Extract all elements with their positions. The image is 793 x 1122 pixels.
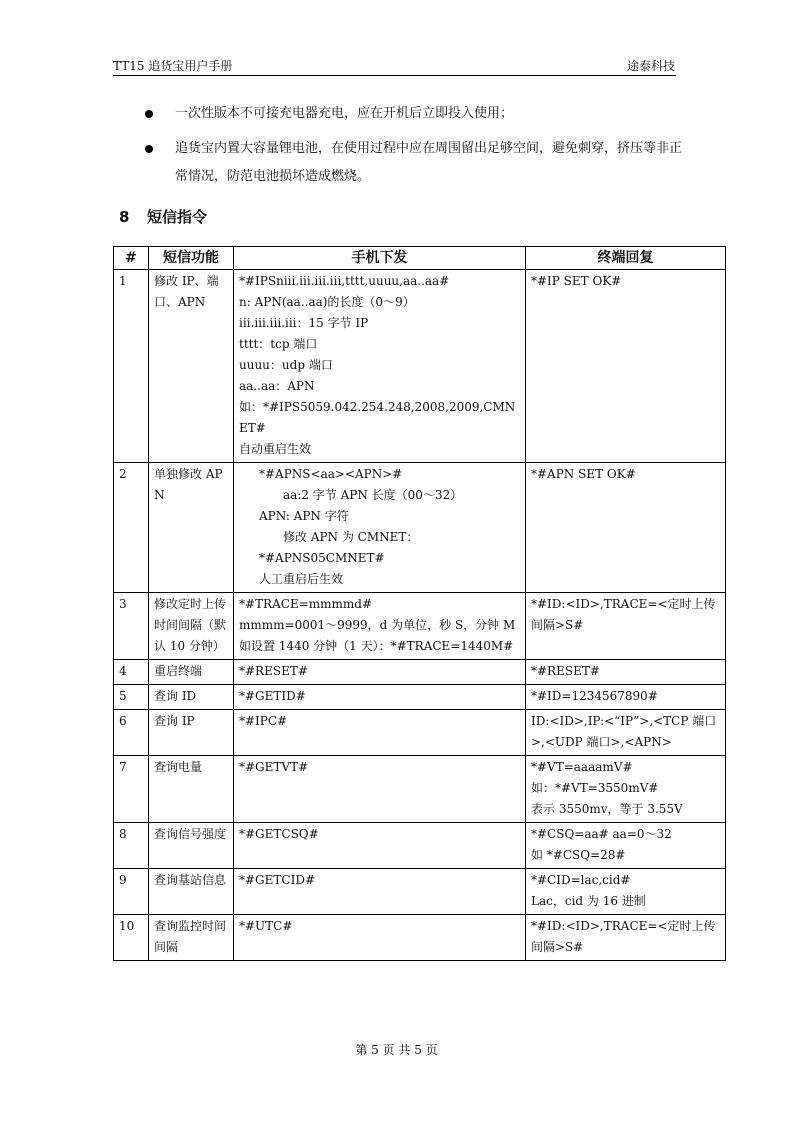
row-number: 2 (114, 463, 149, 593)
row-send: *#UTC# (234, 915, 526, 961)
send-line: aa:2 字节 APN 长度（00～32） (283, 488, 463, 502)
row-number: 7 (114, 756, 149, 823)
reply-line: 表示 3550mv，等于 3.55V (531, 802, 683, 816)
send-line: mmmm=0001～9999，d 为单位，秒 S，分钟 M (239, 618, 516, 632)
row-function: 查询信号强度 (149, 823, 234, 869)
row-number: 5 (114, 685, 149, 710)
bullet-dot-icon (145, 145, 153, 153)
table-row (114, 685, 726, 710)
send-line: *#TRACE=mmmmd# (239, 597, 373, 611)
table-row (114, 270, 726, 463)
table-header-row (114, 247, 726, 270)
column-header-function: 短信功能 (149, 247, 234, 270)
reply-line: *#CSQ=aa# aa=0～32 (531, 827, 672, 841)
row-send (234, 463, 526, 593)
row-function: 修改定时上传时间间隔（默认 10 分钟） (149, 593, 234, 660)
table-row (114, 463, 726, 593)
bullet-text: 追货宝内置大容量锂电池，在使用过程中应在周围留出足够空间，避免刺穿，挤压等非正常情况，防范电池损坏造成燃烧。 (175, 141, 683, 184)
row-function: 查询基站信息 (149, 869, 234, 915)
send-line: uuuu：udp 端口 (239, 358, 333, 372)
send-line: 如：*#IPS5059.042.254.248,2008,2009,CMNET# (239, 400, 516, 435)
header-title: TT15 追货宝用户手册 (113, 59, 233, 73)
send-line: *#APNS<aa><APN># (259, 467, 403, 481)
reply-line: *#ID:<ID>,TRACE=<定时上传间隔>S# (531, 597, 716, 632)
send-line: 人工重启后生效 (259, 572, 344, 586)
table-row (114, 660, 726, 685)
row-function: 单独修改 APN (149, 463, 234, 593)
row-number: 9 (114, 869, 149, 915)
row-number: 4 (114, 660, 149, 685)
row-send: *#IPC# (234, 710, 526, 756)
bullet-dot-icon (145, 110, 153, 118)
row-reply (526, 593, 726, 660)
row-function: 查询 ID (149, 685, 234, 710)
bullet-text: 一次性版本不可接充电器充电，应在开机后立即投入使用； (175, 106, 514, 121)
table-row (114, 756, 726, 823)
row-reply: ID:<ID>,IP:<“IP”>,<TCP 端口>,<UDP 端口>,<APN> (526, 710, 726, 756)
row-send (234, 270, 526, 463)
section-title: 短信指令 (147, 208, 208, 226)
header-divider (113, 75, 676, 76)
send-line: *#APNS05CMNET# (259, 551, 385, 565)
send-line: 修改 APN 为 CMNET： (283, 530, 419, 544)
table-row (114, 710, 726, 756)
row-reply: *#RESET# (526, 660, 726, 685)
row-function: 查询监控时间间隔 (149, 915, 234, 961)
row-send (234, 593, 526, 660)
row-function: 查询电量 (149, 756, 234, 823)
column-header-reply: 终端回复 (526, 247, 726, 270)
reply-line: *#CID=lac,cid# (531, 873, 631, 887)
send-line: *#IPSniii.iii.iii.iii,tttt,uuuu,aa..aa# (239, 274, 450, 288)
row-number: 10 (114, 915, 149, 961)
row-reply (526, 869, 726, 915)
table-row (114, 823, 726, 869)
reply-line: 如：*#VT=3550mV# (531, 781, 659, 795)
row-reply (526, 823, 726, 869)
header-company: 途泰科技 (626, 59, 675, 73)
sms-command-table (113, 246, 726, 961)
table-row (114, 869, 726, 915)
row-reply: *#ID=1234567890# (526, 685, 726, 710)
row-number: 3 (114, 593, 149, 660)
row-function: 重启终端 (149, 660, 234, 685)
row-function: 查询 IP (149, 710, 234, 756)
bullet-item (145, 135, 685, 191)
reply-line: Lac，cid 为 16 进制 (531, 894, 646, 908)
row-function: 修改 IP、端口、APN (149, 270, 234, 463)
reply-line: *#APN SET OK# (531, 467, 636, 481)
column-header-send: 手机下发 (234, 247, 526, 270)
row-reply (526, 756, 726, 823)
row-send: *#GETID# (234, 685, 526, 710)
send-line: 如设置 1440 分钟（1 天）：*#TRACE=1440M# (239, 639, 514, 653)
row-reply: *#ID:<ID>,TRACE=<定时上传间隔>S# (526, 915, 726, 961)
row-send: *#RESET# (234, 660, 526, 685)
reply-line: *#VT=aaaamV# (531, 760, 633, 774)
reply-line: 如 *#CSQ=28# (531, 848, 626, 862)
send-line: iii.iii.iii.iii：15 字节 IP (239, 316, 369, 330)
bullet-item (145, 100, 685, 128)
send-line: aa..aa：APN (239, 379, 315, 393)
reply-line: *#IP SET OK# (531, 274, 622, 288)
page-footer: 第 5 页 共 5 页 (355, 1043, 438, 1057)
row-number: 8 (114, 823, 149, 869)
row-send: *#GETVT# (234, 756, 526, 823)
send-line: n: APN(aa..aa)的长度（0～9） (239, 295, 415, 309)
bullet-list (145, 100, 685, 191)
send-line: APN: APN 字符 (259, 509, 349, 523)
row-send: *#GETCSQ# (234, 823, 526, 869)
row-reply (526, 463, 726, 593)
row-send: *#GETCID# (234, 869, 526, 915)
row-number: 6 (114, 710, 149, 756)
section-number: 8 (119, 208, 130, 226)
send-line: 自动重启生效 (239, 442, 312, 456)
send-line: tttt：tcp 端口 (239, 337, 318, 351)
column-header-num: # (114, 247, 149, 270)
table-row (114, 593, 726, 660)
table-row (114, 915, 726, 961)
section-heading (119, 206, 207, 227)
row-reply (526, 270, 726, 463)
row-number: 1 (114, 270, 149, 463)
